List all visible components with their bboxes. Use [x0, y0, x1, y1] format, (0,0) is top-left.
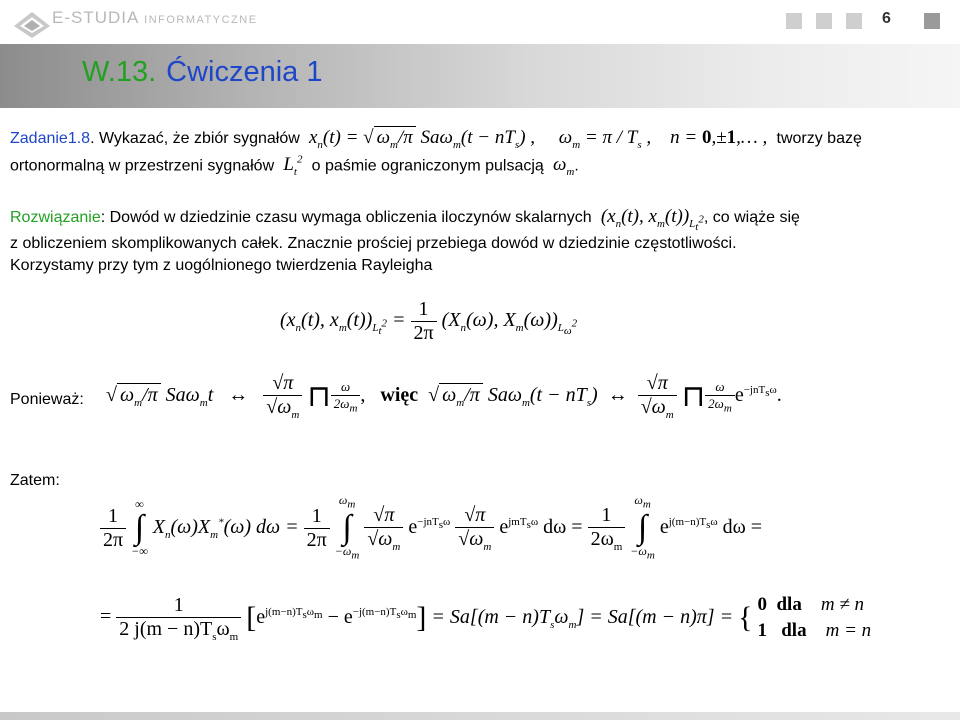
task-text-1: . Wykazać, że zbiór sygnałów — [90, 130, 300, 147]
solution-text-2: , co wiąże się — [703, 209, 800, 226]
because-label: Ponieważ: — [10, 391, 84, 408]
footer-bar — [0, 712, 960, 720]
formula-rayleigh: ($x_n(t)$, $x_m(t))_{L_t^2}$ = $\frac{1}{2\pi}$ ($X_n(\omega)$, $X_m(\omega))_{L_\omega^2}$ — [280, 298, 578, 344]
task-text-5: . — [574, 157, 579, 175]
title-number: W.13. — [82, 56, 157, 88]
cases-block: 0 dla m ≠ n 1 dla m = n — [757, 594, 872, 641]
nav-square-2[interactable] — [816, 13, 832, 29]
solution-line-2: z obliczeniem skomplikowanych całek. Znacznie prościej przebiega dowód w dziedzinie częstotliwości. — [10, 235, 737, 252]
task-text-4: o paśmie ograniczonym pulsacją — [311, 157, 544, 175]
task-line-1 — [10, 126, 862, 151]
logo-text: E-STUDIA INFORMATYCZNE — [52, 8, 258, 27]
formula-omega-m: $\omega_m$ — [548, 154, 575, 179]
formula-because: √ $\omega_m/\pi$ Saω$_m$t ↔ $\frac{√\pi}{√\omega_m}$ ⊓ $\frac{\omega}{2\omega_m}$ , więc √ $\omega_m/\pi$ $Sa\omega_m(t - nT_s)$ ↔ $\frac{√\pi}{√\omega_m}$ ⊓ $\frac{\omega}{2\omega_m}$ $e^{-jnT_s\omega}$. — [106, 372, 782, 421]
page-title — [82, 56, 323, 89]
nav-square-4[interactable] — [924, 13, 940, 29]
solution-line-1 — [10, 206, 800, 233]
cases-dla-2: dla — [781, 620, 807, 641]
task-label: Zadanie1.8 — [10, 130, 91, 147]
header-bar — [0, 0, 960, 44]
formula-integral-1: $\frac{1}{2\pi}$ ∞ ∫ −∞ $X_n(\omega)X_m^*(\omega) d\omega$ = $\frac{1}{2\pi}$ $\omega_m$ ∫ $-\omega_m$ $\frac{√\pi}{√\omega_m}$ $e^{-jnT_s\omega}$ $\frac{√\pi}{√\omega_m}$ $e^{jmT_s\omega}$ dω = $\frac{1}{2\omega_m}$ $\omega_m$ ∫ $-\omega_m$ $e^{j(m-n)T_s\omega}$ dω = — [100, 494, 762, 563]
title-text: Ćwiczenia 1 — [166, 56, 323, 88]
formula-inner-product: ($x_n(t)$, $x_m(t))_{L_t^2}$ — [596, 206, 704, 233]
therefore-label: Zatem: — [10, 472, 60, 489]
cases-dla-1: dla — [776, 594, 802, 615]
because-connector: więc — [380, 384, 419, 407]
formula-l2-space: $L_t^2$ — [278, 154, 303, 179]
task-text-3: ortonormalną w przestrzeni sygnałów — [10, 157, 275, 175]
solution-label: Rozwiązanie — [10, 209, 101, 226]
formula-result: = $\frac{1}{2 j(m - n)T_s\omega_m}$ $[e^{j(m-n)T_s\omega_m} - e^{-j(m-n)T_s\omega_m}] = Sa[(m - n)T_s\omega_m] = Sa[(m - n)\pi]$ = { 0 dla m ≠ n 1 dla m = n — [100, 593, 872, 643]
solution-line-3: Korzystamy przy tym z uogólnionego twierdzenia Rayleigha — [10, 257, 433, 274]
task-text-2: tworzy bazę — [776, 130, 862, 147]
solution-text-1: : Dowód w dziedzinie czasu wymaga obliczenia iloczynów skalarnych — [100, 209, 592, 226]
nav-square-1[interactable] — [786, 13, 802, 29]
nav-square-3[interactable] — [846, 13, 862, 29]
formula-signal-set: $x_n(t)$ = √ $\omega_m/\pi$ $Sa\omega_m(t - nT_s)$ , $\omega_m = \pi / T_s$ , n = 0,±1,… , — [304, 127, 773, 151]
page-number: 6 — [882, 10, 891, 27]
task-line-2 — [10, 154, 579, 178]
